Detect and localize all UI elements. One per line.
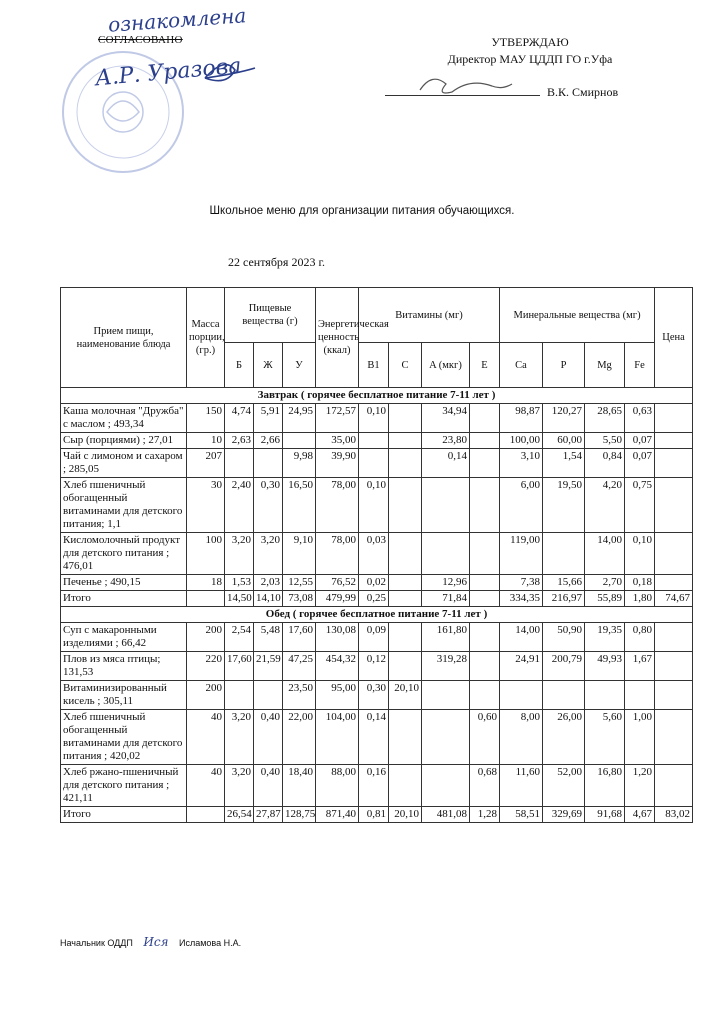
cell-name: Сыр (порциями) ; 27,01 xyxy=(61,433,187,449)
table-row xyxy=(61,623,693,652)
header-b1: B1 xyxy=(359,343,389,388)
cell-ca xyxy=(500,681,543,710)
cell-fe: 0,07 xyxy=(625,433,655,449)
cell-u: 22,00 xyxy=(283,710,316,765)
cell-name: Итого xyxy=(61,591,187,607)
cell-u: 9,10 xyxy=(283,533,316,575)
cell-p: 15,66 xyxy=(543,575,585,591)
header-b: Б xyxy=(225,343,254,388)
cell-zh: 0,40 xyxy=(254,710,283,765)
cell-mass: 150 xyxy=(187,404,225,433)
cell-mg: 28,65 xyxy=(585,404,625,433)
cell-e xyxy=(470,478,500,533)
cell-b: 17,60 xyxy=(225,652,254,681)
cell-zh: 2,66 xyxy=(254,433,283,449)
cell-energy: 35,00 xyxy=(316,433,359,449)
cell-price xyxy=(655,623,693,652)
cell-price xyxy=(655,681,693,710)
cell-ca: 334,35 xyxy=(500,591,543,607)
cell-ca: 98,87 xyxy=(500,404,543,433)
cell-e: 0,60 xyxy=(470,710,500,765)
cell-ca: 119,00 xyxy=(500,533,543,575)
agreed-label: СОГЛАСОВАНО xyxy=(98,34,183,46)
cell-b: 26,54 xyxy=(225,807,254,823)
cell-a: 481,08 xyxy=(422,807,470,823)
cell-zh: 0,40 xyxy=(254,765,283,807)
header-e: E xyxy=(470,343,500,388)
cell-b1: 0,10 xyxy=(359,478,389,533)
cell-b1 xyxy=(359,449,389,478)
cell-e xyxy=(470,404,500,433)
cell-price xyxy=(655,765,693,807)
cell-c xyxy=(389,710,422,765)
cell-b1: 0,02 xyxy=(359,575,389,591)
cell-name: Суп с макаронными изделиями ; 66,42 xyxy=(61,623,187,652)
cell-mass xyxy=(187,807,225,823)
cell-zh xyxy=(254,681,283,710)
cell-b: 3,20 xyxy=(225,765,254,807)
handwritten-name: А.Р. Уразова xyxy=(94,53,243,92)
cell-b1: 0,09 xyxy=(359,623,389,652)
cell-c: 20,10 xyxy=(389,681,422,710)
cell-zh: 2,03 xyxy=(254,575,283,591)
header-minerals: Минеральные вещества (мг) xyxy=(500,288,655,343)
cell-name: Чай с лимоном и сахаром ; 285,05 xyxy=(61,449,187,478)
section-header xyxy=(61,388,693,404)
header-ca: Ca xyxy=(500,343,543,388)
cell-a: 71,84 xyxy=(422,591,470,607)
cell-a xyxy=(422,765,470,807)
cell-c xyxy=(389,623,422,652)
cell-b: 2,63 xyxy=(225,433,254,449)
cell-e xyxy=(470,591,500,607)
cell-name: Кисломолочный продукт для детского питания ; 476,01 xyxy=(61,533,187,575)
section-title: Завтрак ( горячее бесплатное питание 7-11 лет ) xyxy=(61,388,693,404)
footer-name: Исламова Н.А. xyxy=(179,938,242,948)
cell-mass: 200 xyxy=(187,623,225,652)
menu-table-body xyxy=(61,388,693,823)
cell-fe: 1,20 xyxy=(625,765,655,807)
cell-b1: 0,10 xyxy=(359,404,389,433)
cell-price xyxy=(655,433,693,449)
cell-name: Хлеб пшеничный обогащенный витаминами для детского питания; 1,1 xyxy=(61,478,187,533)
cell-b: 2,54 xyxy=(225,623,254,652)
cell-c xyxy=(389,478,422,533)
cell-a: 0,14 xyxy=(422,449,470,478)
cell-u: 23,50 xyxy=(283,681,316,710)
cell-p: 200,79 xyxy=(543,652,585,681)
cell-p: 60,00 xyxy=(543,433,585,449)
cell-name: Каша молочная "Дружба" с маслом ; 493,34 xyxy=(61,404,187,433)
cell-a: 12,96 xyxy=(422,575,470,591)
header-fe: Fe xyxy=(625,343,655,388)
cell-u: 47,25 xyxy=(283,652,316,681)
approve-title: УТВЕРЖДАЮ xyxy=(491,35,569,49)
cell-ca: 8,00 xyxy=(500,710,543,765)
cell-a: 161,80 xyxy=(422,623,470,652)
cell-p xyxy=(543,681,585,710)
cell-u: 73,08 xyxy=(283,591,316,607)
cell-fe: 0,75 xyxy=(625,478,655,533)
cell-e xyxy=(470,575,500,591)
table-row xyxy=(61,652,693,681)
cell-b: 1,53 xyxy=(225,575,254,591)
cell-p: 50,90 xyxy=(543,623,585,652)
cell-b: 14,50 xyxy=(225,591,254,607)
table-row xyxy=(61,478,693,533)
cell-b1: 0,14 xyxy=(359,710,389,765)
cell-c xyxy=(389,765,422,807)
table-row xyxy=(61,433,693,449)
cell-energy: 172,57 xyxy=(316,404,359,433)
cell-name: Хлеб ржано-пшеничный для детского питания ; 421,11 xyxy=(61,765,187,807)
cell-energy: 104,00 xyxy=(316,710,359,765)
cell-c xyxy=(389,433,422,449)
cell-mass xyxy=(187,591,225,607)
cell-c: 20,10 xyxy=(389,807,422,823)
cell-price xyxy=(655,652,693,681)
cell-c xyxy=(389,575,422,591)
cell-fe: 1,80 xyxy=(625,591,655,607)
cell-name: Итого xyxy=(61,807,187,823)
cell-mass: 207 xyxy=(187,449,225,478)
cell-ca: 100,00 xyxy=(500,433,543,449)
cell-energy: 871,40 xyxy=(316,807,359,823)
cell-energy: 454,32 xyxy=(316,652,359,681)
cell-zh: 21,59 xyxy=(254,652,283,681)
cell-b xyxy=(225,681,254,710)
cell-a: 34,94 xyxy=(422,404,470,433)
cell-energy: 88,00 xyxy=(316,765,359,807)
cell-u: 17,60 xyxy=(283,623,316,652)
cell-b: 3,20 xyxy=(225,533,254,575)
cell-mg: 5,50 xyxy=(585,433,625,449)
director-signature-image xyxy=(410,70,520,100)
cell-price xyxy=(655,478,693,533)
cell-e: 0,68 xyxy=(470,765,500,807)
footer-signature xyxy=(60,935,241,949)
menu-table xyxy=(60,287,693,823)
cell-b1: 0,30 xyxy=(359,681,389,710)
cell-b1 xyxy=(359,433,389,449)
cell-mg: 55,89 xyxy=(585,591,625,607)
cell-price xyxy=(655,575,693,591)
cell-b1: 0,16 xyxy=(359,765,389,807)
table-row xyxy=(61,575,693,591)
cell-name: Печенье ; 490,15 xyxy=(61,575,187,591)
cell-u xyxy=(283,433,316,449)
cell-p: 120,27 xyxy=(543,404,585,433)
cell-u: 24,95 xyxy=(283,404,316,433)
cell-p: 26,00 xyxy=(543,710,585,765)
cell-u: 128,75 xyxy=(283,807,316,823)
cell-b: 3,20 xyxy=(225,710,254,765)
cell-zh: 3,20 xyxy=(254,533,283,575)
cell-fe: 0,80 xyxy=(625,623,655,652)
table-row xyxy=(61,449,693,478)
cell-c xyxy=(389,533,422,575)
cell-fe xyxy=(625,681,655,710)
footer-position: Начальник ОДДП xyxy=(60,938,133,948)
cell-energy: 479,99 xyxy=(316,591,359,607)
cell-price xyxy=(655,404,693,433)
cell-u: 9,98 xyxy=(283,449,316,478)
cell-e xyxy=(470,623,500,652)
header-name: Прием пищи, наименование блюда xyxy=(61,288,187,388)
cell-p xyxy=(543,533,585,575)
cell-p: 216,97 xyxy=(543,591,585,607)
cell-e xyxy=(470,533,500,575)
cell-zh: 14,10 xyxy=(254,591,283,607)
cell-ca: 58,51 xyxy=(500,807,543,823)
cell-fe: 1,67 xyxy=(625,652,655,681)
header-p: P xyxy=(543,343,585,388)
header-c: C xyxy=(389,343,422,388)
cell-c xyxy=(389,652,422,681)
cell-mass: 100 xyxy=(187,533,225,575)
cell-fe: 4,67 xyxy=(625,807,655,823)
handwritten-note: ознакомлена xyxy=(107,3,247,37)
header-mass: Масса порции, (гр.) xyxy=(187,288,225,388)
section-header xyxy=(61,607,693,623)
total-row xyxy=(61,591,693,607)
table-row xyxy=(61,765,693,807)
cell-ca: 7,38 xyxy=(500,575,543,591)
page-title: Школьное меню для организации питания обучающихся. xyxy=(209,205,515,217)
cell-e xyxy=(470,652,500,681)
cell-e xyxy=(470,449,500,478)
cell-a xyxy=(422,533,470,575)
footer-signature-mark: Ися xyxy=(143,935,169,949)
cell-c xyxy=(389,591,422,607)
cell-b1: 0,81 xyxy=(359,807,389,823)
cell-zh xyxy=(254,449,283,478)
cell-a: 319,28 xyxy=(422,652,470,681)
cell-b: 2,40 xyxy=(225,478,254,533)
cell-energy: 78,00 xyxy=(316,533,359,575)
header-u: У xyxy=(283,343,316,388)
cell-mass: 18 xyxy=(187,575,225,591)
cell-mass: 220 xyxy=(187,652,225,681)
total-row xyxy=(61,807,693,823)
header-a: A (мкг) xyxy=(422,343,470,388)
cell-name: Хлеб пшеничный обогащенный витаминами для детского питания ; 420,02 xyxy=(61,710,187,765)
cell-b1: 0,03 xyxy=(359,533,389,575)
cell-b1: 0,12 xyxy=(359,652,389,681)
cell-mg: 2,70 xyxy=(585,575,625,591)
cell-energy: 78,00 xyxy=(316,478,359,533)
cell-name: Плов из мяса птицы; 131,53 xyxy=(61,652,187,681)
cell-ca: 24,91 xyxy=(500,652,543,681)
cell-u: 16,50 xyxy=(283,478,316,533)
cell-mg: 5,60 xyxy=(585,710,625,765)
cell-mass: 40 xyxy=(187,710,225,765)
header-price: Цена xyxy=(655,288,693,388)
cell-u: 12,55 xyxy=(283,575,316,591)
cell-fe: 0,10 xyxy=(625,533,655,575)
approval-block xyxy=(430,34,630,68)
cell-c xyxy=(389,404,422,433)
cell-fe: 0,18 xyxy=(625,575,655,591)
cell-ca: 3,10 xyxy=(500,449,543,478)
cell-p: 1,54 xyxy=(543,449,585,478)
cell-price xyxy=(655,533,693,575)
cell-mg: 19,35 xyxy=(585,623,625,652)
cell-mg: 14,00 xyxy=(585,533,625,575)
cell-zh: 0,30 xyxy=(254,478,283,533)
cell-mg: 4,20 xyxy=(585,478,625,533)
table-row xyxy=(61,404,693,433)
cell-energy: 95,00 xyxy=(316,681,359,710)
cell-e: 1,28 xyxy=(470,807,500,823)
cell-energy: 39,90 xyxy=(316,449,359,478)
cell-price xyxy=(655,449,693,478)
cell-price: 74,67 xyxy=(655,591,693,607)
cell-mass: 30 xyxy=(187,478,225,533)
cell-price: 83,02 xyxy=(655,807,693,823)
header-vitamins: Витамины (мг) xyxy=(359,288,500,343)
cell-a xyxy=(422,681,470,710)
cell-zh: 5,48 xyxy=(254,623,283,652)
cell-mass: 200 xyxy=(187,681,225,710)
header-zh: Ж xyxy=(254,343,283,388)
cell-b1: 0,25 xyxy=(359,591,389,607)
cell-energy: 130,08 xyxy=(316,623,359,652)
table-row xyxy=(61,710,693,765)
cell-u: 18,40 xyxy=(283,765,316,807)
cell-zh: 5,91 xyxy=(254,404,283,433)
approve-position: Директор МАУ ЦДДП ГО г.Уфа xyxy=(447,52,613,66)
cell-mg xyxy=(585,681,625,710)
cell-name: Витаминизированный кисель ; 305,11 xyxy=(61,681,187,710)
cell-a xyxy=(422,710,470,765)
cell-mass: 40 xyxy=(187,765,225,807)
cell-p: 329,69 xyxy=(543,807,585,823)
table-row xyxy=(61,681,693,710)
cell-fe: 1,00 xyxy=(625,710,655,765)
cell-e xyxy=(470,433,500,449)
header-mg: Mg xyxy=(585,343,625,388)
cell-mass: 10 xyxy=(187,433,225,449)
cell-mg: 0,84 xyxy=(585,449,625,478)
table-row xyxy=(61,533,693,575)
cell-mg: 91,68 xyxy=(585,807,625,823)
cell-p: 52,00 xyxy=(543,765,585,807)
section-title: Обед ( горячее бесплатное питание 7-11 лет ) xyxy=(61,607,693,623)
cell-price xyxy=(655,710,693,765)
cell-mg: 16,80 xyxy=(585,765,625,807)
cell-p: 19,50 xyxy=(543,478,585,533)
cell-zh: 27,87 xyxy=(254,807,283,823)
cell-b xyxy=(225,449,254,478)
cell-mg: 49,93 xyxy=(585,652,625,681)
header-nutrients: Пищевые вещества (г) xyxy=(225,288,316,343)
approve-name: В.К. Смирнов xyxy=(547,85,619,99)
cell-energy: 76,52 xyxy=(316,575,359,591)
cell-ca: 6,00 xyxy=(500,478,543,533)
cell-a: 23,80 xyxy=(422,433,470,449)
cell-ca: 11,60 xyxy=(500,765,543,807)
cell-e xyxy=(470,681,500,710)
cell-fe: 0,63 xyxy=(625,404,655,433)
menu-date: 22 сентября 2023 г. xyxy=(228,255,326,269)
cell-b: 4,74 xyxy=(225,404,254,433)
header-energy: Энергетическая ценность (ккал) xyxy=(316,288,359,388)
cell-c xyxy=(389,449,422,478)
cell-a xyxy=(422,478,470,533)
cell-ca: 14,00 xyxy=(500,623,543,652)
cell-fe: 0,07 xyxy=(625,449,655,478)
